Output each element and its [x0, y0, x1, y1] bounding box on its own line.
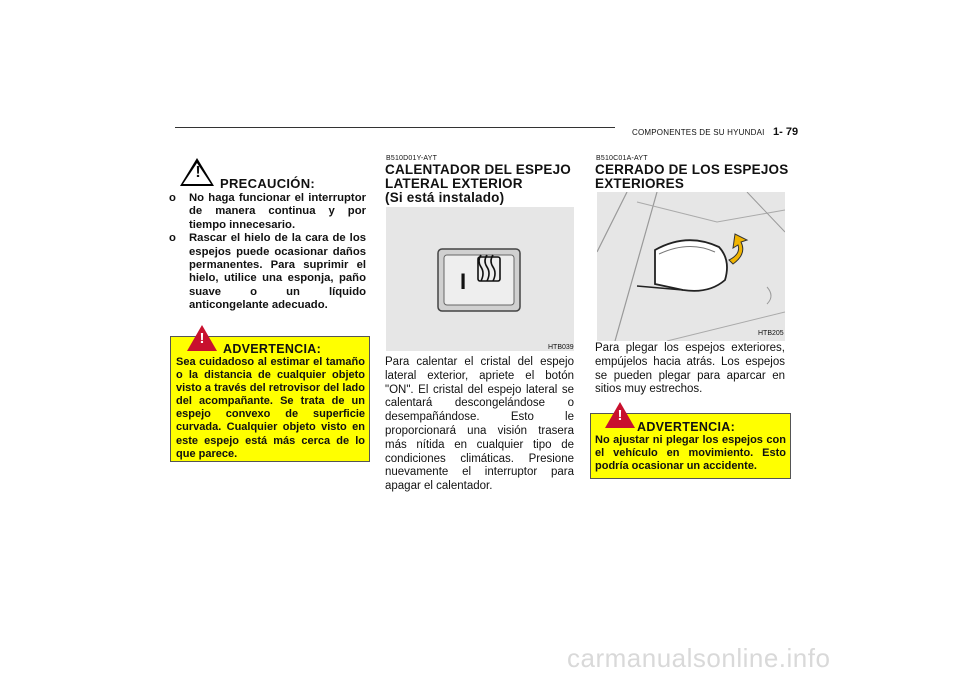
warning-icon: ! [187, 325, 217, 351]
section-code: B510D01Y-AYT [386, 155, 438, 162]
warning-title: ADVERTENCIA: [223, 342, 322, 356]
heater-switch-figure [386, 207, 574, 351]
warning-icon: ! [605, 402, 635, 428]
mirror-folding-illustration [597, 192, 785, 341]
section-title: COMPONENTES DE SU HYUNDAI [632, 128, 765, 137]
figure-code: HTB205 [758, 330, 784, 337]
heater-description: Para calentar el cristal del espejo lateral exterior, apriete el botón "ON". El cristal del espejo lateral se calentará descongelándose o desempañándose. Esto le proporcionará una visión trasera más nítida en cualquier tipo de condiciones climáticas. Presione nuevamente el interruptor para apagar el calentador. [385, 356, 574, 493]
exclamation-icon: ! [195, 164, 201, 181]
header-rule [175, 127, 615, 128]
warning-box-right [590, 407, 791, 479]
page-header [632, 122, 798, 140]
caution-item: o No haga funcionar el interruptor de manera continua y por tiempo innecesario. [169, 192, 366, 231]
watermark: carmanualsonline.info [567, 643, 831, 673]
warning-text: No ajustar ni plegar los espejos con el vehículo en movimiento. Esto podría ocasionar un accidente. [595, 434, 786, 473]
caution-title: PRECAUCIÓN: [220, 176, 316, 191]
section-heading: CALENTADOR DEL ESPEJO LATERAL EXTERIOR (Si está instalado) [385, 162, 571, 205]
folding-description: Para plegar los espejos exteriores, empújelos hacia atrás. Los espejos se pueden plegar para aparcar en sitios muy estrechos. [595, 342, 785, 396]
figure-code: HTB039 [548, 344, 574, 351]
fold-arrow-icon [729, 234, 747, 264]
mirror-folding-figure [597, 192, 785, 341]
section-code: B510C01A-AYT [596, 155, 648, 162]
section-heading: CERRADO DE LOS ESPEJOS EXTERIORES [595, 162, 789, 191]
mirror-shape [655, 240, 727, 291]
warning-box-left [170, 330, 370, 462]
warning-text: Sea cuidadoso al estimar el tamaño o la distancia de cualquier objeto visto a través del retrovisor del lado del acompañante. Se trata de un espejo convexo de superficie curvada. Cualquier objeto visto en este espejo está más cerca de lo que parece. [176, 356, 365, 460]
caution-list [168, 192, 366, 313]
heater-switch-illustration [386, 207, 574, 351]
warning-title: ADVERTENCIA: [637, 420, 736, 434]
switch-on-mark: I [460, 269, 467, 294]
page-number: 1- 79 [773, 126, 799, 138]
caution-item: o Rascar el hielo de la cara de los espejos puede ocasionar daños permanentes. Para suprimir el hielo, utilice una esponja, paño suave o un líquido anticongelante adecuado. [169, 232, 366, 312]
